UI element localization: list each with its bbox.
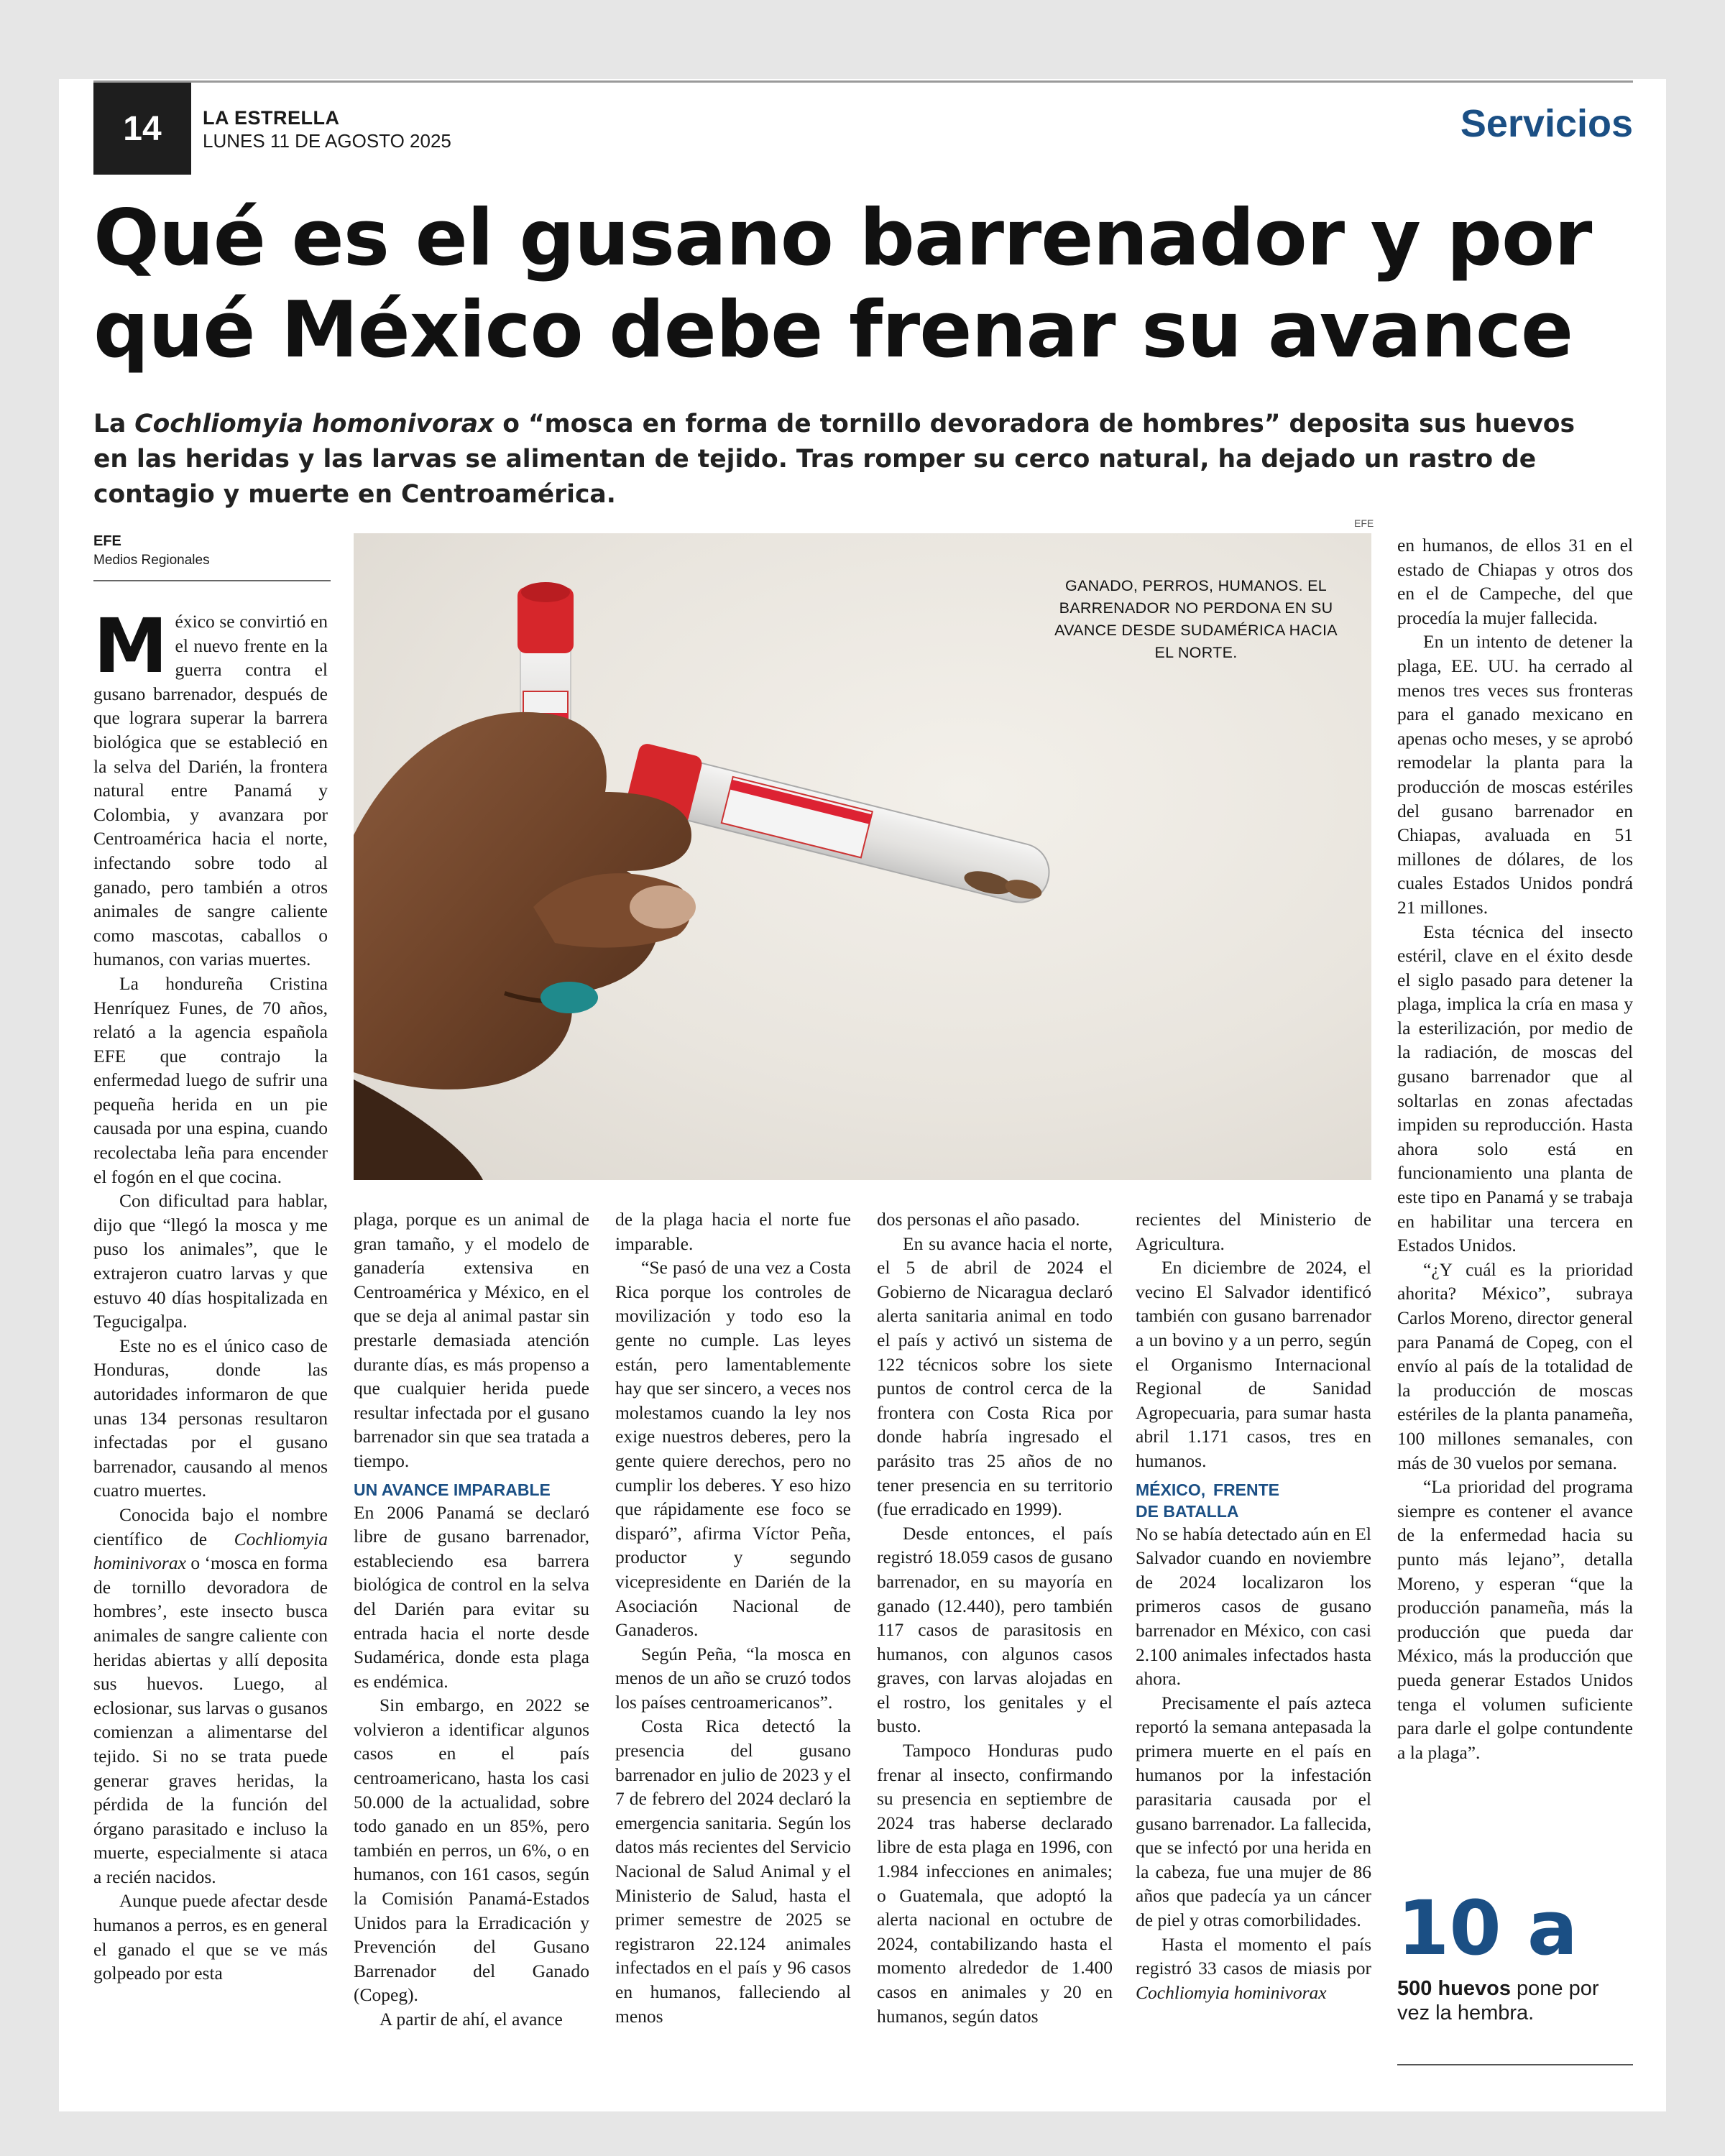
article-paragraph: Aunque puede afectar desde humanos a perros, es en general el ganado el que se ve más golpeado por esta (93, 1890, 328, 1984)
article-paragraph: Conocida bajo el nombre científico de Cochliomyia hominivorax o ‘mosca en forma de tornillo devoradora de hombres’, este insecto busca animales de sangre caliente con heridas abiertas y allí deposita sus huevos. Luego, al eclosionar, sus larvas o gusanos comienzan a alimentarse del tejido. Si no se trata puede generar graves heridas, la pérdida de la función del órgano parasitado e incluso la muerte, especialmente si ataca a recién nacidos. (93, 1503, 328, 1887)
photo-credit: EFE (1354, 517, 1374, 529)
article-paragraph: “Se pasó de una vez a Costa Rica porque los controles de movilización y todo eso la gente no cumple. Las leyes están, pero lamentablemente hay que ser sincero, a veces nos molestamos cuando la ley nos exige nuestros deberes, pero la gente quiere derechos, pero no cumplir los deberes. Y eso hizo que rápidamente ese foco se disparó”, afirma Víctor Peña, productor y segundo vicepresidente en Darién de la Asociación Nacional de Ganaderos. (615, 1257, 851, 1641)
article-paragraph: En su avance hacia el norte, el 5 de abril de 2024 el Gobierno de Nicaragua declaró alerta sanitaria animal en todo el país y activó un sistema de 122 técnicos sobre los siete puntos de control cerca de la frontera con Costa Rica por donde habría ingresado el parásito tras 25 años de no tener presencia en su territorio (fue erradicado en 1999). (877, 1233, 1113, 1520)
photo-caption: GANADO, PERROS, HUMANOS. EL BARRENADOR NO PERDONA EN SU AVANCE DESDE SUDAMÉRICA HACIA EL NORTE. (1054, 577, 1338, 661)
article-paragraph: Precisamente el país azteca reportó la semana antepasada la primera muerte en el país en humanos por la infestación parasitaria causada por el gusano barrenador. La fallecida, que se infectó por una herida en la cabeza, fue una mujer de 86 años que padecía ya un cáncer de piel y otras comorbilidades. (1136, 1692, 1371, 1931)
section-subheading: UN AVANCE IMPARABLE (354, 1480, 551, 1499)
dek-text-2: o “mosca en forma de tornillo devoradora de hombres” deposita sus huevos en las heridas y las larvas se alimentan de tejido. Tras romper su cerco natural, ha dejado un rastro de contagio y muerte en Centroamérica. (93, 410, 1576, 509)
paper-name: LA ESTRELLA (203, 107, 340, 129)
article-paragraph: En 2006 Panamá se declaró libre de gusano barrenador, estableciendo esa barrera biológica de control en la selva del Darién para evitar su entrada hacia el norte desde Sudamérica, donde esta plaga es endémica. (354, 1501, 589, 1692)
article-paragraph: En diciembre de 2024, el vecino El Salvador identificó también con gusano barrenador a un bovino y a un perro, según el Organismo Internacional Regional de Sanidad Agropecuaria, para sumar hasta abril 1.171 casos, tres en humanos. (1136, 1257, 1371, 1471)
article-paragraph: Sin embargo, en 2022 se volvieron a identificar algunos casos en el país centroamericano, hasta los casi 50.000 de la actualidad, sobre todo ganado en un 85%, pero también en perros, un 6%, o en humanos, con 161 casos, según la Comisión Panamá-Estados Unidos para la Erradicación y Prevención del Gusano Barrenador del Ganado (Copeg). (354, 1695, 589, 2006)
article-paragraph: México se convirtió en el nuevo frente en la guerra contra el gusano barrenador, después de que lograra superar la barrera biológica que se estableció en la selva del Darién, la frontera natural entre Panamá y Colombia, y avanzara por Centroamérica hacia el norte, infectando sobre todo al ganado, pero también a otros animales de sangre caliente como mascotas, caballos o humanos, con varias muertes. (93, 602, 328, 970)
article-paragraph: Hasta el momento el país registró 33 casos de miasis por Cochliomyia hominivorax (1136, 1933, 1371, 2003)
byline-agency: EFE (93, 533, 121, 549)
article-paragraph: en humanos, de ellos 31 en el estado de Chiapas y otros dos en el de Campeche, del que procedía la mujer fallecida. (1397, 535, 1633, 628)
article-paragraph: Desde entonces, el país registró 18.059 casos de gusano barrenador, en su mayoría en ganado (12.440), pero también 117 casos de parasitosis en humanos, con algunos casos graves, con larvas alojadas en el rostro, los genitales y el busto. (877, 1522, 1113, 1737)
article-column-1 (93, 602, 328, 1986)
article-paragraph: No se había detectado aún en El Salvador cuando en noviembre de 2024 localizaron los primeros casos de gusano barrenador en México, con casi 2.100 animales infectados hasta ahora. (1136, 1523, 1371, 1690)
article-paragraph: En un intento de detener la plaga, EE. UU. ha cerrado al menos tres veces sus fronteras para el ganado mexicano en apenas ocho meses, y se aprobó remodelar la planta para la producción de moscas estériles del gusano barrenador en Chiapas, avaluada en 51 millones de dólares, de los cuales Estados Unidos pondrá 21 millones. (1397, 631, 1633, 918)
page-number: 14 (93, 83, 191, 175)
byline-media: Medios Regionales (93, 553, 210, 568)
article-paragraph: Costa Rica detectó la presencia del gusano barrenador en julio de 2023 y el 7 de febrero del 2024 declaró la emergencia sanitaria. Según los datos más recientes del Servicio Nacional de Salud Animal y el Ministerio de Salud, hasta el primer semestre de 2025 se registraron 22.124 animales infectados en el país y 96 casos en humanos, falleciendo al menos (615, 1715, 851, 2027)
publication-date: LUNES 11 DE AGOSTO 2025 (203, 130, 451, 152)
article-column-6 (1397, 533, 1633, 1764)
article-paragraph: Según Peña, “la mosca en menos de un año se cruzó todos los países centroamericanos”. (615, 1643, 851, 1713)
dek-text-1: La (93, 410, 135, 438)
article-paragraph: de la plaga hacia el norte fue imparable. (615, 1209, 851, 1254)
article-column-2 (354, 1207, 589, 2032)
article-column-5 (1136, 1207, 1371, 2004)
article-paragraph: “¿Y cuál es la prioridad ahorita? México”, subraya Carlos Moreno, director general para Panamá de Copeg, con el envío al país de la totalidad de la producción de moscas estériles de la planta panameña, 100 millones semanales, con más de 30 vuelos por semana. (1397, 1258, 1633, 1473)
article-column-4 (877, 1207, 1113, 2028)
article-column-3 (615, 1207, 851, 2028)
article-paragraph: recientes del Ministerio de Agricultura. (1136, 1209, 1371, 1254)
section-subheading: MÉXICO, FRENTE DE BATALLA (1136, 1480, 1279, 1521)
subheadline (93, 407, 1617, 512)
stat-box (1397, 1884, 1633, 2025)
dropcap: M (93, 602, 168, 690)
dek-species: Cochliomyia homonivorax (134, 410, 494, 438)
stat-text: 500 huevos pone por vez la hembra. (1397, 1977, 1599, 2024)
article-paragraph: Con dificultad para hablar, dijo que “llegó la mosca y me puso los animales”, que le extrajeron cuatro larvas y que estuvo 40 días hospitalizada en Tegucigalpa. (93, 1190, 328, 1332)
headline: Qué es el gusano barrenador y por qué México debe frenar su avance (93, 193, 1592, 375)
stat-number: 10 a (1397, 1884, 1578, 1972)
article-paragraph: Tampoco Honduras pudo frenar al insecto, confirmando su presencia en septiembre de 2024 tras haberse declarado libre de esta plaga en 1996, con 1.984 infecciones en animales; o Guatemala, que adoptó la alerta nacional en octubre de 2024, contabilizando hasta el momento alrededor de 1.400 casos en animales y 20 en humanos, según datos (877, 1740, 1113, 2027)
article-paragraph: Este no es el único caso de Honduras, donde las autoridades informaron de que unas 134 personas resultaron infectadas por el gusano barrenador, causando al menos cuatro muertes. (93, 1335, 328, 1501)
article-paragraph: “La prioridad del programa siempre es contener el avance de la enfermedad hacia su punto más lejano”, detalla Moreno, y esperan “que la producción panameña, más la producción que pueda dar México, más la producción que pueda generar Estados Unidos tenga el volumen suficiente para darle el golpe contundente a la plaga”. (1397, 1476, 1633, 1763)
article-paragraph: La hondureña Cristina Henríquez Funes, de 70 años, relató a la agencia española EFE que contrajo la enfermedad luego de sufrir una pequeña herida en un pie causada por una espina, cuando recolectaba leña para encender el fogón en el que cocina. (93, 972, 328, 1187)
article-paragraph: A partir de ahí, el avance (380, 2009, 563, 2030)
section-name: Servicios (1460, 102, 1633, 145)
stat-divider (1397, 2064, 1633, 2065)
byline (93, 533, 331, 581)
article-paragraph: Esta técnica del insecto estéril, clave en el éxito desde el siglo pasado para detener la plaga, implica la cría en masa y la esterilización, por medio de la radiación, de moscas del gusano barrenador que al soltarlas en zonas afectadas impiden su reproducción. Hasta ahora solo está en funcionamiento una planta de este tipo en Panamá y se trabaja en habilitar una tercera en Estados Unidos. (1397, 921, 1633, 1256)
article-paragraph: plaga, porque es un animal de gran tamaño, y el modelo de ganadería extensiva en Centroamérica y México, en el que se deja al animal pastar sin prestarle demasiada atención durante días, es más propenso a que cualquier herida puede resultar infectada por el gusano barrenador sin que sea tratada a tiempo. (354, 1209, 589, 1471)
page-header (93, 80, 1633, 175)
article-paragraph: dos personas el año pasado. (877, 1209, 1080, 1230)
